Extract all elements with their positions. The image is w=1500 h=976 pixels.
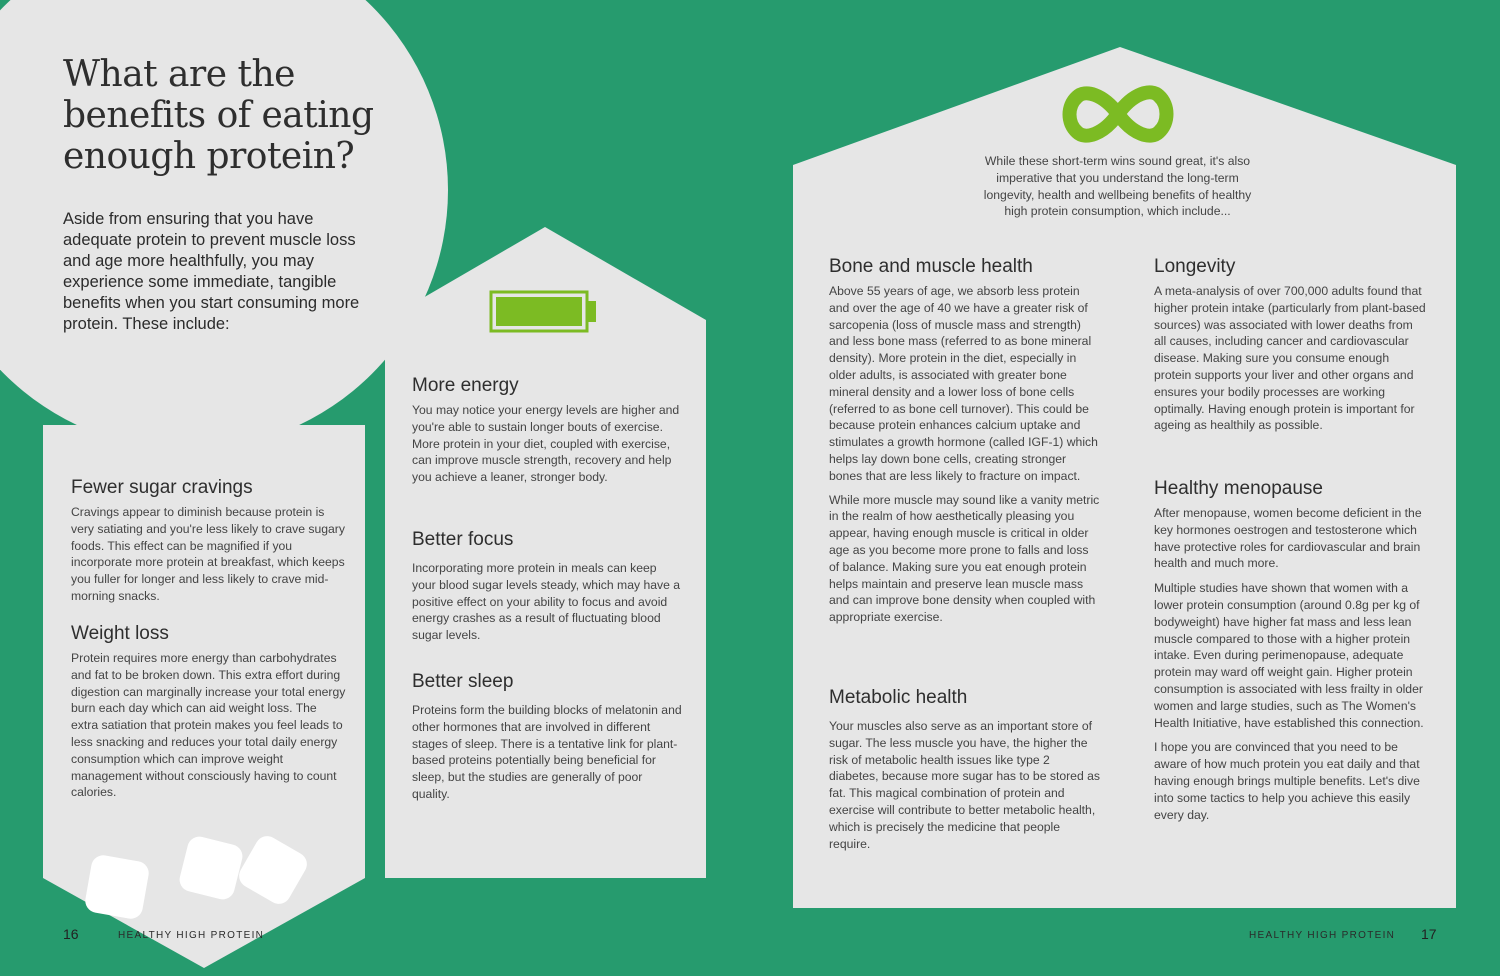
healthy-menopause-text-2: Multiple studies have shown that women with a lower protein consumption (around 0.8g per kg of bodyweight) have higher fat mass and less lean muscle compared to those with a higher protein intake. Even during perimenopause, adequate protein may ward off weight gain. Higher protein consumption is associated with less frailty in older women and large studies, such as The Women's Health Initiative, have established this connection. (1154, 581, 1424, 730)
left-running-head: HEALTHY HIGH PROTEIN (118, 930, 265, 941)
better-focus-section (412, 529, 682, 644)
better-sleep-section (412, 671, 682, 803)
sugar-cravings-heading: Fewer sugar cravings (71, 477, 253, 498)
healthy-menopause-text-1: After menopause, women become deficient in the key hormones oestrogen and testosterone which have protective roles for cardiovascular and brain health and much more. (1154, 506, 1422, 571)
bone-muscle-text-2: While more muscle may sound like a vanity metric in the realm of how aesthetically pleasing you appear, having enough muscle is critical in older age as you become more prone to falls and loss of balance. Making sure you eat enough protein helps maintain and preserve lean muscle mass and can improve bone density when coupled with appropriate exercise. (829, 492, 1100, 625)
weight-loss-text: Protein requires more energy than carbohydrates and fat to be broken down. This extra effort during digestion can marginally increase your total energy burn each day which can aid weight loss. The extra satiation that protein makes you feel leads to less snacking and reduces your total daily energy consumption which can improve weight management without consciously having to count calories. (71, 651, 346, 800)
sugar-cravings-section (71, 477, 346, 605)
battery-full-icon (491, 292, 596, 331)
better-sleep-heading: Better sleep (412, 671, 514, 692)
metabolic-health-heading: Metabolic health (829, 687, 968, 708)
healthy-menopause-section (1154, 478, 1426, 823)
right-running-head: HEALTHY HIGH PROTEIN (1249, 930, 1396, 941)
healthy-menopause-heading: Healthy menopause (1154, 478, 1323, 499)
left-page-number: 16 (63, 926, 79, 942)
longevity-section (1154, 256, 1426, 434)
metabolic-health-text: Your muscles also serve as an important store of sugar. The less muscle you have, the higher the risk of metabolic health issues like type 2 diabetes, because more sugar has to be stored as fat. This magical combination of protein and exercise will contribute to better metabolic health, which is precisely the medicine that people require. (829, 719, 1100, 851)
longevity-text: A meta-analysis of over 700,000 adults found that higher protein intake (particularly from plant-based sources) was associated with lower deaths from all causes, including cancer and cardiovascular disease. Making sure you consume enough protein supports your liver and other organs and ensures your bodily processes are working optimally. Having enough protein is important for ageing as healthily as possible. (1154, 284, 1426, 433)
bone-muscle-heading: Bone and muscle health (829, 256, 1033, 277)
better-sleep-text: Proteins form the building blocks of melatonin and other hormones that are involved in different stages of sleep. There is a tentative link for plant-based proteins potentially being beneficial for sleep, but the studies are generally of poor quality. (412, 703, 682, 801)
more-energy-text: You may notice your energy levels are higher and you're able to sustain longer bouts of exercise. More protein in your diet, coupled with exercise, can improve muscle strength, recovery and help you achieve a leaner, stronger body. (412, 403, 680, 485)
metabolic-health-section (829, 687, 1101, 852)
long-term-lead-text: While these short-term wins sound great, it's also imperative that you understand the long-term longevity, health and wellbeing benefits of healthy high protein consumption, which include... (983, 154, 1252, 219)
more-energy-section (412, 375, 682, 486)
bone-muscle-text-1: Above 55 years of age, we absorb less protein and over the age of 40 we have a greater risk of sarcopenia (loss of muscle mass and strength) and less bone mass (referred to as bone mineral density). More protein in the diet, especially in older adults, is associated with greater bone mineral density and a lower loss of bone cells (referred to as bone cell turnover). This could be because protein enhances calcium uptake and stimulates a growth hormone (called IGF-1) which helps lay down bone cells, creating stronger bones that are less likely to fracture on impact. (829, 284, 1098, 483)
bone-muscle-section (829, 256, 1101, 626)
right-page-number: 17 (1421, 926, 1437, 942)
weight-loss-heading: Weight loss (71, 623, 169, 644)
healthy-menopause-text-3: I hope you are convinced that you need to be aware of how much protein you eat daily and that having enough brings multiple benefits. Let's dive into some tactics to help you achieve this easily every day. (1154, 740, 1420, 822)
intro-paragraph: Aside from ensuring that you have adequate protein to prevent muscle loss and age more healthfully, you may experience some immediate, tangible benefits when you start consuming more protein. These include: (63, 210, 360, 333)
more-energy-heading: More energy (412, 375, 519, 396)
page-title: What are the benefits of eating enough protein? (63, 54, 374, 177)
longevity-heading: Longevity (1154, 256, 1236, 277)
sugar-cravings-text: Cravings appear to diminish because protein is very satiating and you're less likely to crave sugary foods. This effect can be magnified if you incorporate more protein at breakfast, which keeps you fuller for longer and less likely to crave mid-morning snacks. (71, 505, 345, 603)
better-focus-text: Incorporating more protein in meals can keep your blood sugar levels steady, which may have a positive effect on your ability to focus and avoid energy crashes as a result of fluctuating blood sugar levels. (412, 561, 681, 643)
weight-loss-section (71, 623, 346, 801)
better-focus-heading: Better focus (412, 529, 514, 550)
